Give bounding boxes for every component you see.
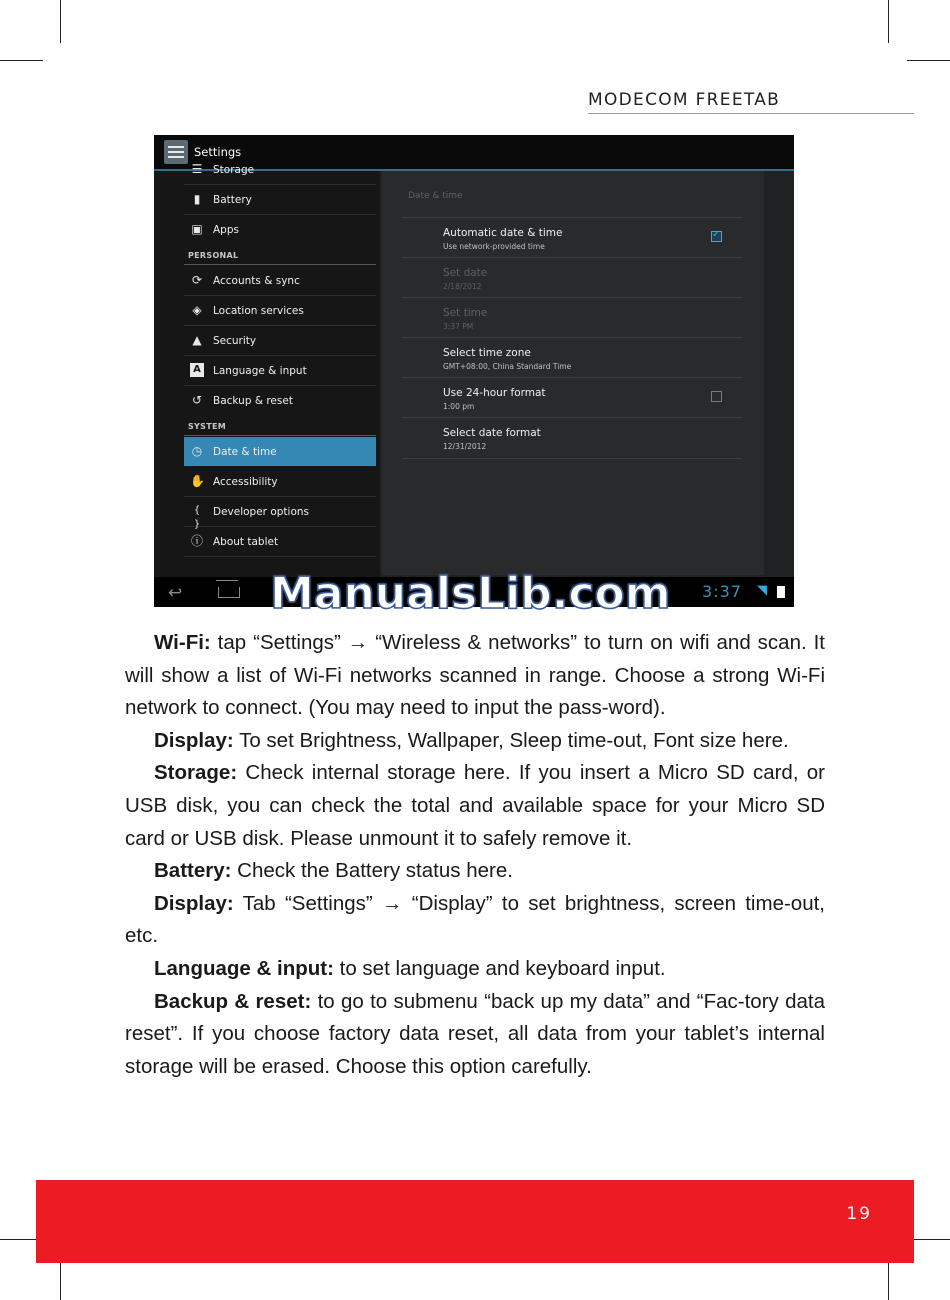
pref-24-hour-format[interactable] (402, 377, 742, 418)
battery-status-icon (777, 586, 785, 598)
sidebar-item-label: Accounts & sync (213, 275, 300, 287)
info-icon: ⓘ (190, 534, 203, 548)
paragraph-text: to go to submenu “back up my data” and “Fac-tory data reset”. If you choose factory data reset, all data from your tablet’s internal storage will be erased. Choose this option carefully. (125, 989, 825, 1078)
crop-mark (60, 0, 61, 43)
pref-summary: Use network-provided time (443, 242, 545, 251)
pref-summary: 1:00 pm (443, 402, 475, 411)
sidebar-item-label: Developer options (213, 506, 310, 518)
sidebar-item-date-time[interactable] (184, 437, 376, 466)
pref-date-format[interactable] (402, 417, 742, 459)
section-header-system: SYSTEM (188, 422, 226, 431)
sidebar-item-label: About tablet (213, 536, 279, 548)
paragraph-text: tap “Settings” → “Wireless & networks” to turn on wifi and scan. It will show a list of Wi-Fi networks scanned in range. Choose a strong Wi-Fi network to connect. (You may need to input the pass-word). (125, 631, 825, 720)
checkbox-checked[interactable] (711, 231, 722, 242)
section-divider (184, 264, 376, 265)
sidebar-item-accessibility[interactable] (184, 467, 376, 497)
pref-title: Automatic date & time (443, 227, 563, 239)
home-icon[interactable] (218, 587, 240, 598)
sidebar-item-label: Location services (213, 305, 304, 317)
crop-mark (888, 1257, 889, 1300)
page-number: 19 (846, 1204, 872, 1224)
sidebar-item-accounts-sync[interactable] (184, 266, 376, 296)
sidebar-item-developer[interactable] (184, 497, 376, 530)
crop-mark (60, 1257, 61, 1300)
paragraph-display (125, 725, 825, 758)
paragraph-wifi (125, 627, 825, 725)
date-time-panel (380, 171, 794, 577)
pref-time-zone[interactable] (402, 337, 742, 378)
language-icon: A (190, 363, 204, 377)
sidebar-item-battery[interactable] (184, 185, 376, 215)
clock-icon: ◷ (191, 444, 203, 458)
pref-summary: GMT+08:00, China Standard Time (443, 362, 572, 371)
pref-title: Select time zone (443, 347, 531, 359)
paragraph-storage (125, 757, 825, 855)
header-rule (588, 113, 914, 114)
apps-icon: ▣ (191, 222, 203, 236)
sidebar-item-label: Date & time (213, 446, 277, 458)
sidebar-item-storage[interactable] (184, 155, 376, 185)
preferences-pane (382, 171, 764, 575)
sidebar-item-label: Storage (213, 164, 255, 176)
paragraph-text: Check the Battery status here. (231, 859, 513, 883)
term: Language & input: (154, 956, 334, 980)
header-brand: MODECOM FREETAB (588, 90, 781, 110)
sidebar-item-label: Accessibility (213, 476, 278, 488)
pref-set-time[interactable] (402, 297, 742, 338)
sidebar-item-about[interactable] (184, 527, 376, 557)
storage-icon: ☰ (191, 162, 203, 176)
braces-icon: { } (193, 505, 201, 530)
lock-icon: ▲ (192, 333, 202, 347)
wifi-icon: ◥ (757, 583, 767, 598)
sidebar-item-security[interactable] (184, 326, 376, 356)
location-icon: ◈ (192, 303, 202, 317)
body-text (125, 627, 825, 1083)
pref-title: Use 24-hour format (443, 387, 546, 399)
crop-mark (888, 0, 889, 43)
section-divider (184, 435, 376, 436)
sidebar-item-label: Security (213, 335, 257, 347)
paragraph-text: Tab “Settings” → “Display” to set brightness, screen time-out, etc. (125, 891, 825, 948)
term: Wi-Fi: (154, 631, 211, 654)
term: Display: (154, 728, 234, 752)
section-header-personal: PERSONAL (188, 251, 239, 260)
pref-title: Set date (443, 267, 488, 279)
sidebar-item-label: Language & input (213, 365, 307, 377)
paragraph-backup (125, 986, 825, 1084)
pref-summary: 12/31/2012 (443, 442, 487, 451)
sync-icon: ⟳ (191, 273, 203, 287)
sidebar-item-language[interactable] (184, 356, 376, 386)
paragraph-text: to set language and keyboard input. (333, 956, 666, 980)
term: Battery: (154, 859, 232, 883)
term: Display: (154, 891, 234, 915)
pref-set-date[interactable] (402, 257, 742, 298)
sidebar-item-label: Battery (213, 194, 252, 206)
term: Storage: (154, 761, 238, 785)
pref-title: Select date format (443, 427, 541, 439)
sidebar-item-location[interactable] (184, 296, 376, 326)
paragraph-battery (125, 855, 825, 888)
paragraph-text: To set Brightness, Wallpaper, Sleep time-out, Font size here. (233, 728, 789, 752)
pref-summary: 3:37 PM (443, 322, 474, 331)
crop-mark (907, 60, 950, 61)
term: Backup & reset: (154, 989, 312, 1013)
paragraph-text: Check internal storage here. If you insert a Micro SD card, or USB disk, you can check the total and available space for your Micro SD card or USB disk. Please unmount it to safely remove it. (125, 761, 825, 850)
checkbox-unchecked[interactable] (711, 391, 722, 402)
status-clock: 3:37 (702, 582, 742, 601)
hand-icon: ✋ (190, 474, 205, 488)
sidebar-item-apps[interactable] (184, 215, 376, 244)
watermark: ManualsLib.com (270, 568, 671, 619)
footer-band (36, 1180, 914, 1263)
pref-title: Set time (443, 307, 488, 319)
battery-icon: ▮ (193, 192, 201, 206)
sidebar-item-label: Apps (213, 224, 239, 236)
back-icon[interactable]: ↩ (168, 583, 183, 603)
app-title: Settings (194, 145, 242, 159)
crop-mark (0, 60, 43, 61)
paragraph-display-2 (125, 888, 825, 953)
backup-icon: ↺ (191, 393, 203, 407)
settings-sidebar (154, 162, 380, 577)
paragraph-language (125, 953, 825, 986)
pref-automatic-date-time[interactable] (402, 217, 742, 258)
sidebar-item-label: Backup & reset (213, 395, 293, 407)
pref-summary: 2/18/2012 (443, 282, 482, 291)
settings-screenshot (154, 135, 794, 607)
panel-title: Date & time (408, 191, 463, 201)
sidebar-item-backup[interactable] (184, 386, 376, 415)
